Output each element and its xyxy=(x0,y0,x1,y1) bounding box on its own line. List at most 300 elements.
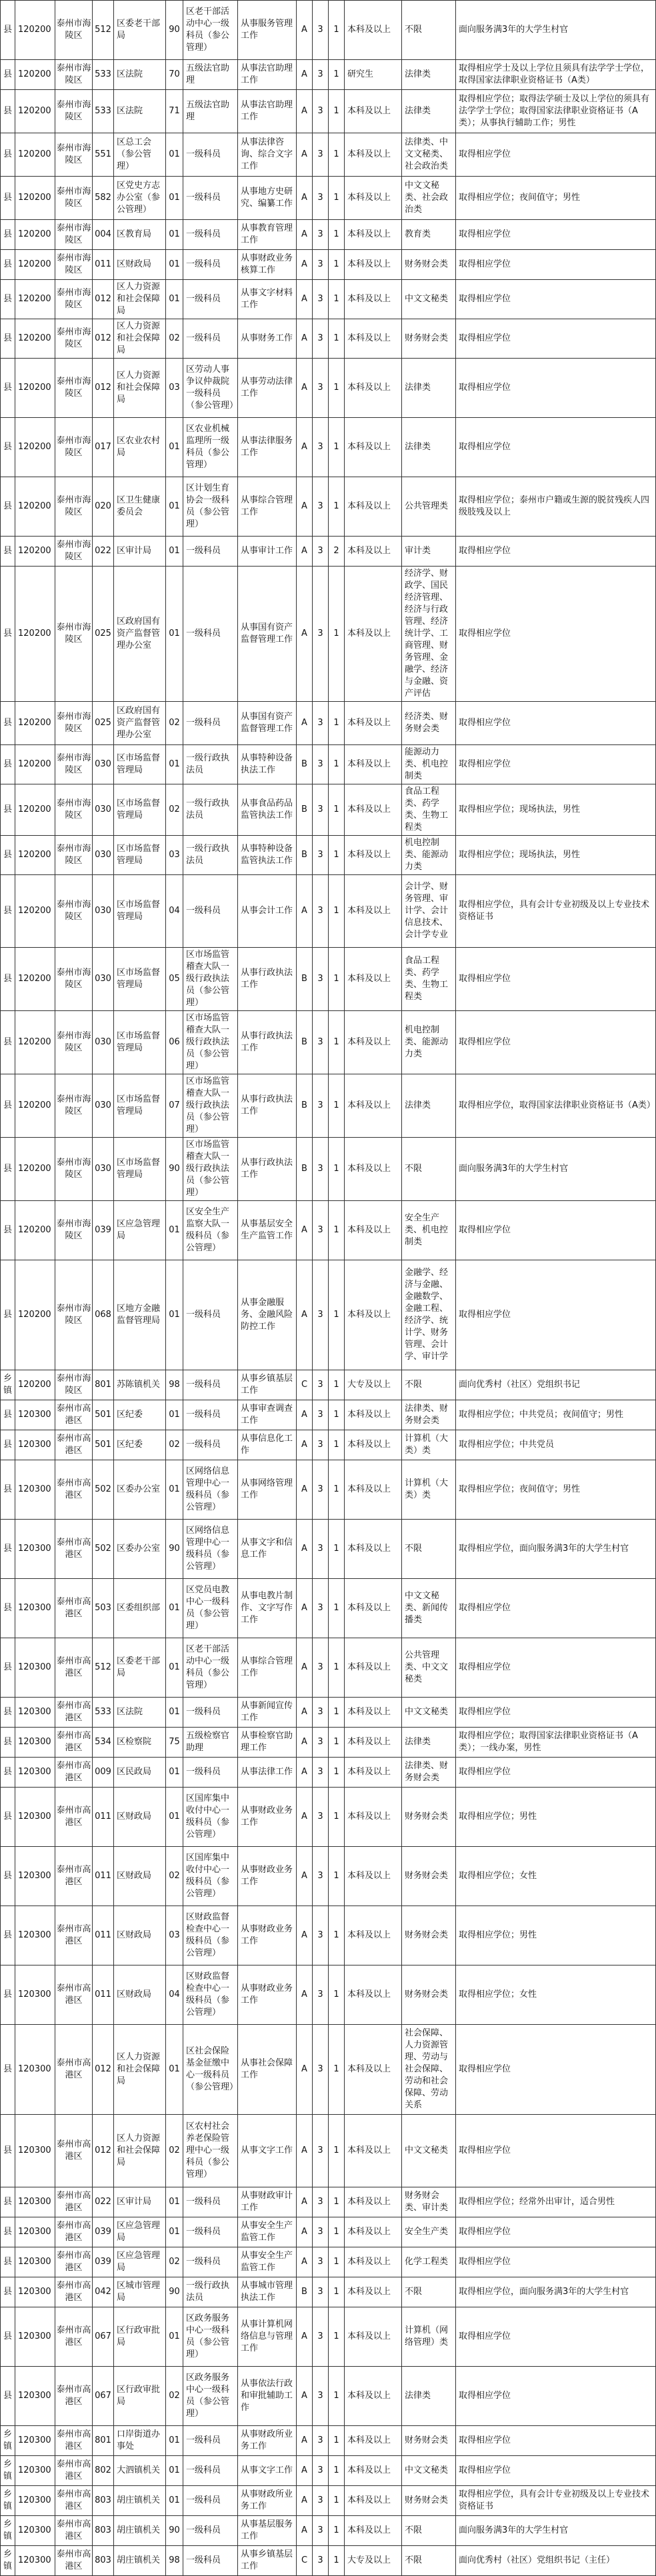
level-cell: 乡镇 xyxy=(1,2516,15,2546)
district-cell: 泰州市高港区 xyxy=(55,1460,93,1520)
department-cell: 区民政局 xyxy=(114,1758,166,1788)
position-name-cell: 区财政监督检查中心一级科员（参公管理） xyxy=(183,1906,238,1965)
headcount-cell: 1 xyxy=(329,2516,345,2546)
district-cell: 泰州市海陵区 xyxy=(55,537,93,567)
education-cell: 本科及以上 xyxy=(345,2426,402,2456)
position-code-cell: 01 xyxy=(166,745,183,784)
duty-cell: 从事法官助理工作 xyxy=(238,90,297,133)
level-cell: 县 xyxy=(1,2115,15,2187)
position-name-cell: 一级科员 xyxy=(183,1400,238,1430)
exam-category-cell: B xyxy=(297,1011,313,1074)
education-cell: 大专及以上 xyxy=(345,1370,402,1400)
department-cell: 区市场监督管理局 xyxy=(114,836,166,875)
ratio-cell: 3 xyxy=(313,1520,329,1579)
duty-cell: 从事财政业务工作 xyxy=(238,1788,297,1847)
major-cell: 法律类、中文文秘类、社会政治类 xyxy=(402,133,456,177)
dept-code-cell: 004 xyxy=(93,220,114,250)
exam-category-cell: A xyxy=(297,702,313,745)
duty-cell: 从事财务工作 xyxy=(238,319,297,359)
education-cell: 本科及以上 xyxy=(345,90,402,133)
exam-category-cell: A xyxy=(297,1430,313,1460)
headcount-cell: 1 xyxy=(329,702,345,745)
dept-code-cell: 030 xyxy=(93,948,114,1011)
department-cell: 胡庄镇机关 xyxy=(114,2516,166,2546)
requirements-cell: 取得相应学位；女性 xyxy=(456,1847,656,1906)
table-row xyxy=(1,1965,656,2025)
education-cell: 本科及以上 xyxy=(345,359,402,418)
ratio-cell: 3 xyxy=(313,250,329,280)
exam-category-cell: A xyxy=(297,2426,313,2456)
department-cell: 口岸街道办事处 xyxy=(114,2426,166,2456)
duty-cell: 从事财政所业务工作 xyxy=(238,2486,297,2516)
dept-code-cell: 022 xyxy=(93,537,114,567)
table-row xyxy=(1,280,656,319)
dept-code-cell: 068 xyxy=(93,1260,114,1370)
level-cell: 县 xyxy=(1,567,15,702)
table-row xyxy=(1,1138,656,1201)
ratio-cell: 3 xyxy=(313,1579,329,1638)
education-cell: 本科及以上 xyxy=(345,133,402,177)
dept-code-cell: 801 xyxy=(93,2426,114,2456)
duty-cell: 从事教育管理工作 xyxy=(238,220,297,250)
major-cell: 食品工程类、药学类、生物工程类 xyxy=(402,948,456,1011)
district-cell: 泰州市高港区 xyxy=(55,1788,93,1847)
department-cell: 区检察院 xyxy=(114,1728,166,1758)
position-name-cell: 一级科员 xyxy=(183,567,238,702)
table-row xyxy=(1,1758,656,1788)
level-cell: 县 xyxy=(1,1965,15,2025)
department-cell: 区市场监督管理局 xyxy=(114,1011,166,1074)
district-cell: 泰州市海陵区 xyxy=(55,875,93,948)
level-cell: 县 xyxy=(1,2247,15,2277)
exam-category-cell: A xyxy=(297,875,313,948)
requirements-cell: 取得相应学位 xyxy=(456,1260,656,1370)
position-name-cell: 区农村社会养老保险管理中心一级科员（参公管理） xyxy=(183,2115,238,2187)
level-cell: 乡镇 xyxy=(1,2546,15,2576)
education-cell: 本科及以上 xyxy=(345,1698,402,1728)
requirements-cell: 取得相应学位 xyxy=(456,2025,656,2115)
district-cell: 泰州市海陵区 xyxy=(55,418,93,477)
district-cell: 泰州市高港区 xyxy=(55,1400,93,1430)
department-cell: 区行政审批局 xyxy=(114,2367,166,2426)
district-cell: 泰州市高港区 xyxy=(55,2217,93,2247)
district-cell: 泰州市海陵区 xyxy=(55,60,93,90)
area-code-cell: 120200 xyxy=(15,60,55,90)
district-cell: 泰州市高港区 xyxy=(55,1847,93,1906)
district-cell: 泰州市高港区 xyxy=(55,2187,93,2217)
headcount-cell: 1 xyxy=(329,359,345,418)
ratio-cell: 3 xyxy=(313,280,329,319)
position-name-cell: 一级科员 xyxy=(183,1370,238,1400)
requirements-cell: 取得相应学位 xyxy=(456,2247,656,2277)
department-cell: 区卫生健康委员会 xyxy=(114,477,166,537)
exam-category-cell: B xyxy=(297,1138,313,1201)
position-code-cell: 06 xyxy=(166,1011,183,1074)
table-row xyxy=(1,1638,656,1698)
ratio-cell: 3 xyxy=(313,1370,329,1400)
department-cell: 区委老干部局 xyxy=(114,1638,166,1698)
requirements-cell: 取得相应学位；中共党员 xyxy=(456,1430,656,1460)
major-cell: 财务财会类 xyxy=(402,1906,456,1965)
dept-code-cell: 020 xyxy=(93,477,114,537)
education-cell: 本科及以上 xyxy=(345,1728,402,1758)
level-cell: 县 xyxy=(1,60,15,90)
education-cell: 本科及以上 xyxy=(345,948,402,1011)
duty-cell: 从事乡镇基层工作 xyxy=(238,1370,297,1400)
position-name-cell: 区国库集中收付中心一级科员（参公管理） xyxy=(183,1788,238,1847)
ratio-cell: 3 xyxy=(313,2217,329,2247)
position-name-cell: 区市场监管稽查大队一级行政执法员（参公管理） xyxy=(183,1011,238,1074)
table-row xyxy=(1,948,656,1011)
district-cell: 泰州市海陵区 xyxy=(55,745,93,784)
department-cell: 区财政局 xyxy=(114,1788,166,1847)
district-cell: 泰州市高港区 xyxy=(55,2486,93,2516)
dept-code-cell: 030 xyxy=(93,1074,114,1138)
level-cell: 县 xyxy=(1,1201,15,1260)
position-code-cell: 71 xyxy=(166,90,183,133)
dept-code-cell: 030 xyxy=(93,1011,114,1074)
headcount-cell: 1 xyxy=(329,1728,345,1758)
table-row xyxy=(1,2486,656,2516)
position-code-cell: 02 xyxy=(166,319,183,359)
education-cell: 本科及以上 xyxy=(345,1906,402,1965)
position-code-cell: 01 xyxy=(166,1400,183,1430)
position-name-cell: 区老干部活动中心一级科员（参公管理） xyxy=(183,1638,238,1698)
ratio-cell: 3 xyxy=(313,875,329,948)
department-cell: 区人力资源和社会保障局 xyxy=(114,2025,166,2115)
area-code-cell: 120300 xyxy=(15,2307,55,2367)
table-row xyxy=(1,1260,656,1370)
area-code-cell: 120300 xyxy=(15,1847,55,1906)
headcount-cell: 1 xyxy=(329,2307,345,2367)
requirements-cell: 取得相应学位 xyxy=(456,745,656,784)
position-name-cell: 一级科员 xyxy=(183,1698,238,1728)
education-cell: 本科及以上 xyxy=(345,836,402,875)
area-code-cell: 120200 xyxy=(15,784,55,836)
ratio-cell: 3 xyxy=(313,133,329,177)
exam-category-cell: A xyxy=(297,567,313,702)
major-cell: 中文文秘类、社会政治类 xyxy=(402,177,456,220)
exam-category-cell: B xyxy=(297,836,313,875)
dept-code-cell: 025 xyxy=(93,702,114,745)
headcount-cell: 1 xyxy=(329,2247,345,2277)
dept-code-cell: 502 xyxy=(93,1520,114,1579)
position-name-cell: 区国库集中收付中心一级科员（参公管理） xyxy=(183,1847,238,1906)
position-name-cell: 一级科员 xyxy=(183,2217,238,2247)
district-cell: 泰州市海陵区 xyxy=(55,359,93,418)
department-cell: 区市场监督管理局 xyxy=(114,948,166,1011)
exam-category-cell: A xyxy=(297,1638,313,1698)
position-name-cell: 区党员电教中心一级科员（参公管理） xyxy=(183,1579,238,1638)
major-cell: 能源动力类、机电控制类 xyxy=(402,745,456,784)
ratio-cell: 3 xyxy=(313,2115,329,2187)
level-cell: 县 xyxy=(1,702,15,745)
area-code-cell: 120300 xyxy=(15,1788,55,1847)
dept-code-cell: 067 xyxy=(93,2307,114,2367)
education-cell: 研究生 xyxy=(345,60,402,90)
area-code-cell: 120300 xyxy=(15,2115,55,2187)
education-cell: 本科及以上 xyxy=(345,1400,402,1430)
headcount-cell: 1 xyxy=(329,280,345,319)
dept-code-cell: 512 xyxy=(93,1,114,60)
department-cell: 区委组织部 xyxy=(114,1579,166,1638)
duty-cell: 从事行政执法工作 xyxy=(238,948,297,1011)
headcount-cell: 1 xyxy=(329,418,345,477)
district-cell: 泰州市高港区 xyxy=(55,2025,93,2115)
dept-code-cell: 803 xyxy=(93,2486,114,2516)
headcount-cell: 1 xyxy=(329,948,345,1011)
position-code-cell: 02 xyxy=(166,1847,183,1906)
department-cell: 区市场监督管理局 xyxy=(114,745,166,784)
department-cell: 区市场监督管理局 xyxy=(114,784,166,836)
major-cell: 财务财会类 xyxy=(402,250,456,280)
area-code-cell: 120200 xyxy=(15,537,55,567)
major-cell: 机电控制类、能源动力类 xyxy=(402,836,456,875)
level-cell: 县 xyxy=(1,2277,15,2307)
duty-cell: 从事特种设备执法工作 xyxy=(238,745,297,784)
dept-code-cell: 011 xyxy=(93,1847,114,1906)
major-cell: 法律类、财务财会类 xyxy=(402,1400,456,1430)
area-code-cell: 120300 xyxy=(15,1460,55,1520)
district-cell: 泰州市高港区 xyxy=(55,1758,93,1788)
exam-category-cell: A xyxy=(297,1698,313,1728)
requirements-cell: 面向优秀村（社区）党组织书记（主任） xyxy=(456,2546,656,2576)
major-cell: 法律类、财务财会类 xyxy=(402,1758,456,1788)
department-cell: 区纪委 xyxy=(114,1400,166,1430)
duty-cell: 从事网络管理工作 xyxy=(238,1460,297,1520)
level-cell: 乡镇 xyxy=(1,2456,15,2486)
education-cell: 本科及以上 xyxy=(345,418,402,477)
area-code-cell: 120300 xyxy=(15,2426,55,2456)
exam-category-cell: A xyxy=(297,418,313,477)
area-code-cell: 120200 xyxy=(15,177,55,220)
duty-cell: 从事文字和信息工作 xyxy=(238,1520,297,1579)
duty-cell: 从事行政执法工作 xyxy=(238,1074,297,1138)
area-code-cell: 120300 xyxy=(15,2247,55,2277)
department-cell: 苏陈镇机关 xyxy=(114,1370,166,1400)
major-cell: 财务财会类 xyxy=(402,1788,456,1847)
level-cell: 县 xyxy=(1,2217,15,2247)
duty-cell: 从事财政业务核算工作 xyxy=(238,250,297,280)
area-code-cell: 120200 xyxy=(15,875,55,948)
district-cell: 泰州市高港区 xyxy=(55,1520,93,1579)
education-cell: 本科及以上 xyxy=(345,2456,402,2486)
exam-category-cell: A xyxy=(297,537,313,567)
district-cell: 泰州市高港区 xyxy=(55,2277,93,2307)
level-cell: 县 xyxy=(1,1728,15,1758)
level-cell: 县 xyxy=(1,2367,15,2426)
exam-category-cell: A xyxy=(297,2516,313,2546)
area-code-cell: 120200 xyxy=(15,1260,55,1370)
dept-code-cell: 582 xyxy=(93,177,114,220)
requirements-cell: 取得相应学位；男性 xyxy=(456,1906,656,1965)
level-cell: 县 xyxy=(1,1460,15,1520)
headcount-cell: 1 xyxy=(329,1965,345,2025)
department-cell: 区人力资源和社会保障局 xyxy=(114,319,166,359)
exam-category-cell: A xyxy=(297,90,313,133)
position-name-cell: 区安全生产监察大队一级科员（参公管理） xyxy=(183,1201,238,1260)
department-cell: 区法院 xyxy=(114,90,166,133)
level-cell: 县 xyxy=(1,1788,15,1847)
major-cell: 不限 xyxy=(402,2546,456,2576)
level-cell: 县 xyxy=(1,1579,15,1638)
education-cell: 本科及以上 xyxy=(345,177,402,220)
table-row xyxy=(1,836,656,875)
table-row xyxy=(1,1847,656,1906)
major-cell: 法律类 xyxy=(402,359,456,418)
exam-category-cell: A xyxy=(297,1965,313,2025)
requirements-cell: 取得相应学位 xyxy=(456,2367,656,2426)
exam-category-cell: C xyxy=(297,1370,313,1400)
position-name-cell: 一级科员 xyxy=(183,537,238,567)
requirements-cell: 取得相应学位 xyxy=(456,280,656,319)
ratio-cell: 3 xyxy=(313,418,329,477)
ratio-cell: 3 xyxy=(313,537,329,567)
area-code-cell: 120200 xyxy=(15,948,55,1011)
dept-code-cell: 012 xyxy=(93,280,114,319)
area-code-cell: 120200 xyxy=(15,133,55,177)
headcount-cell: 1 xyxy=(329,1201,345,1260)
duty-cell: 从事城市管理执法工作 xyxy=(238,2277,297,2307)
area-code-cell: 120300 xyxy=(15,1698,55,1728)
district-cell: 泰州市高港区 xyxy=(55,2247,93,2277)
education-cell: 本科及以上 xyxy=(345,2187,402,2217)
position-name-cell: 一级科员 xyxy=(183,2516,238,2546)
ratio-cell: 3 xyxy=(313,2277,329,2307)
district-cell: 泰州市海陵区 xyxy=(55,1260,93,1370)
level-cell: 县 xyxy=(1,177,15,220)
headcount-cell: 1 xyxy=(329,2217,345,2247)
department-cell: 区审计局 xyxy=(114,2187,166,2217)
dept-code-cell: 533 xyxy=(93,90,114,133)
area-code-cell: 120200 xyxy=(15,280,55,319)
department-cell: 区应急管理局 xyxy=(114,1201,166,1260)
area-code-cell: 120300 xyxy=(15,1520,55,1579)
duty-cell: 从事法律服务工作 xyxy=(238,418,297,477)
district-cell: 泰州市高港区 xyxy=(55,1579,93,1638)
dept-code-cell: 009 xyxy=(93,1758,114,1788)
position-name-cell: 区市场监管稽查大队一级行政执法员（参公管理） xyxy=(183,948,238,1011)
position-code-cell: 01 xyxy=(166,2217,183,2247)
headcount-cell: 1 xyxy=(329,1638,345,1698)
headcount-cell: 1 xyxy=(329,1138,345,1201)
position-code-cell: 01 xyxy=(166,1460,183,1520)
education-cell: 本科及以上 xyxy=(345,1011,402,1074)
duty-cell: 从事服务管理工作 xyxy=(238,1,297,60)
table-row xyxy=(1,2247,656,2277)
dept-code-cell: 039 xyxy=(93,2247,114,2277)
requirements-cell: 取得相应学位 xyxy=(456,418,656,477)
level-cell: 县 xyxy=(1,90,15,133)
area-code-cell: 120300 xyxy=(15,2277,55,2307)
education-cell: 本科及以上 xyxy=(345,250,402,280)
major-cell: 机电控制类、能源动力类 xyxy=(402,1011,456,1074)
district-cell: 泰州市海陵区 xyxy=(55,702,93,745)
ratio-cell: 3 xyxy=(313,1847,329,1906)
requirements-cell: 面向服务满3年的大学生村官 xyxy=(456,2516,656,2546)
education-cell: 本科及以上 xyxy=(345,2217,402,2247)
position-name-cell: 一级科员 xyxy=(183,2426,238,2456)
exam-category-cell: A xyxy=(297,220,313,250)
position-code-cell: 01 xyxy=(166,1758,183,1788)
area-code-cell: 120200 xyxy=(15,1370,55,1400)
position-code-cell: 02 xyxy=(166,784,183,836)
education-cell: 本科及以上 xyxy=(345,875,402,948)
position-code-cell: 02 xyxy=(166,2247,183,2277)
position-code-cell: 98 xyxy=(166,1370,183,1400)
level-cell: 县 xyxy=(1,875,15,948)
education-cell: 本科及以上 xyxy=(345,1638,402,1698)
level-cell: 县 xyxy=(1,2307,15,2367)
table-row xyxy=(1,60,656,90)
ratio-cell: 3 xyxy=(313,1906,329,1965)
district-cell: 泰州市高港区 xyxy=(55,2115,93,2187)
major-cell: 会计学、财务管理、审计学、会计信息技术、会计学专业 xyxy=(402,875,456,948)
level-cell: 县 xyxy=(1,836,15,875)
headcount-cell: 1 xyxy=(329,2367,345,2426)
education-cell: 本科及以上 xyxy=(345,1460,402,1520)
position-name-cell: 一级行政执法员 xyxy=(183,745,238,784)
position-name-cell: 一级科员 xyxy=(183,133,238,177)
requirements-cell: 取得相应学位，具有会计专业初级及以上专业技术资格证书 xyxy=(456,875,656,948)
table-row xyxy=(1,133,656,177)
dept-code-cell: 501 xyxy=(93,1430,114,1460)
department-cell: 区财政局 xyxy=(114,250,166,280)
level-cell: 县 xyxy=(1,1074,15,1138)
area-code-cell: 120300 xyxy=(15,2367,55,2426)
position-code-cell: 01 xyxy=(166,2426,183,2456)
duty-cell: 从事安全生产监管工作 xyxy=(238,2247,297,2277)
position-code-cell: 01 xyxy=(166,2187,183,2217)
area-code-cell: 120200 xyxy=(15,1011,55,1074)
education-cell: 本科及以上 xyxy=(345,2516,402,2546)
ratio-cell: 3 xyxy=(313,1758,329,1788)
district-cell: 泰州市海陵区 xyxy=(55,1138,93,1201)
table-row xyxy=(1,2115,656,2187)
district-cell: 泰州市海陵区 xyxy=(55,250,93,280)
duty-cell: 从事财政所业务工作 xyxy=(238,2426,297,2456)
dept-code-cell: 011 xyxy=(93,1965,114,2025)
dept-code-cell: 533 xyxy=(93,60,114,90)
table-row xyxy=(1,1400,656,1430)
duty-cell: 从事乡镇基层工作 xyxy=(238,2546,297,2576)
duty-cell: 从事社会保障工作 xyxy=(238,2025,297,2115)
district-cell: 泰州市高港区 xyxy=(55,2426,93,2456)
position-code-cell: 01 xyxy=(166,537,183,567)
headcount-cell: 1 xyxy=(329,1,345,60)
headcount-cell: 1 xyxy=(329,1758,345,1788)
position-code-cell: 07 xyxy=(166,1074,183,1138)
area-code-cell: 120300 xyxy=(15,2025,55,2115)
requirements-cell: 取得相应学位 xyxy=(456,1698,656,1728)
exam-category-cell: A xyxy=(297,250,313,280)
table-row xyxy=(1,2217,656,2247)
position-name-cell: 区市场监管稽查大队一级行政执法员（参公管理） xyxy=(183,1074,238,1138)
exam-category-cell: A xyxy=(297,2486,313,2516)
position-code-cell: 01 xyxy=(166,177,183,220)
position-name-cell: 一级科员 xyxy=(183,177,238,220)
table-row xyxy=(1,2516,656,2546)
education-cell: 本科及以上 xyxy=(345,220,402,250)
ratio-cell: 3 xyxy=(313,2187,329,2217)
area-code-cell: 120300 xyxy=(15,1906,55,1965)
table-row xyxy=(1,2187,656,2217)
ratio-cell: 3 xyxy=(313,2486,329,2516)
requirements-cell: 取得相应学位 xyxy=(456,2217,656,2247)
position-name-cell: 一级科员 xyxy=(183,2247,238,2277)
dept-code-cell: 012 xyxy=(93,359,114,418)
table-row xyxy=(1,1370,656,1400)
